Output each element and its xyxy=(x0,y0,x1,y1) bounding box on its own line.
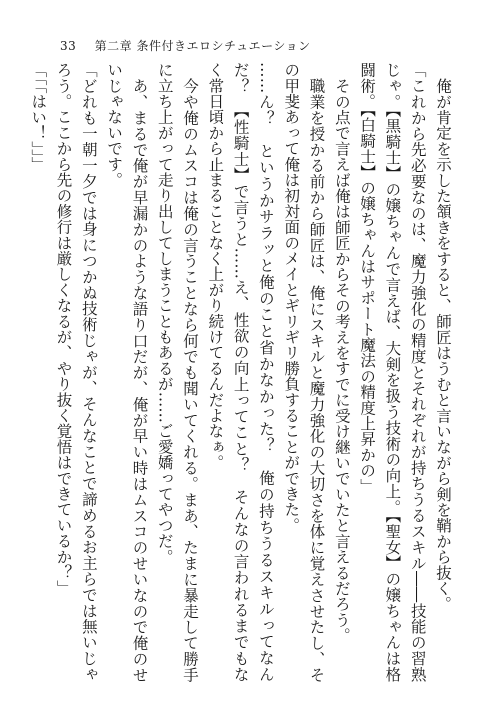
paragraph: その点で言えば俺は師匠からその考えをすでに受け継いでいたと言えるだろう。 xyxy=(332,77,351,643)
paragraph: 「これから先必要なのは、魔力強化の精度とそれぞれが持ちうるスキル――技能の習熟じゃ。【黒騎士】の嬢ちゃんで言えば、大剣を扱う技術の向上。【聖女】の嬢ちゃんは格闘術。【白騎士】の嬢ちゃんはサポート魔法の精度上昇かの」 xyxy=(358,62,427,682)
paragraph: 俺が肯定を示した頷きをすると、師匠はうむと言いながら剣を鞘から抜く。 xyxy=(434,77,452,612)
body-text xyxy=(29,62,455,682)
paragraph: 「「「はい！」」」 xyxy=(29,62,48,173)
paragraph: ……ん？ というかサラッと俺のこと省かなかった？ 俺の持ちうるスキルってなんだ？ 【性騎士】で言うと……え、性欲の向上ってこと？ そんなの言われるまでもなく常日頃から止まることなく上がり続けてるんだよなぁ。 xyxy=(206,62,275,682)
paragraph: 職業を授かる前から師匠は、俺にスキルと魔力強化の大切さを体に覚えさせたし、その甲斐あって俺は初対面のメイとギリギリ勝負することができた。 xyxy=(282,62,326,682)
page-header xyxy=(60,37,311,54)
paragraph: あ、まるで俺が早漏かのような語り口だが、俺が早い時はムスコのせいなので俺のせいじゃないです。 xyxy=(105,62,149,682)
chapter-title: 条件付きエロシチュエーション xyxy=(136,39,311,53)
paragraph: 今や俺のムスコは俺の言うことなら何でも聞いてくれる。まあ、たまに暴走して勝手に立ち上がって走り出してしまうこともあるが……ご愛嬌ってやつだ。 xyxy=(155,62,200,682)
chapter-label: 第二章 xyxy=(94,39,133,53)
page-number: 33 xyxy=(60,39,77,53)
paragraph: 「どれも一朝一夕では身につかぬ技術じゃが、そんなことで諦めるお主らでは無いじゃろう。ここから先の修行は厳しくなるが、やり抜く覚悟はできているか？」 xyxy=(54,62,98,682)
